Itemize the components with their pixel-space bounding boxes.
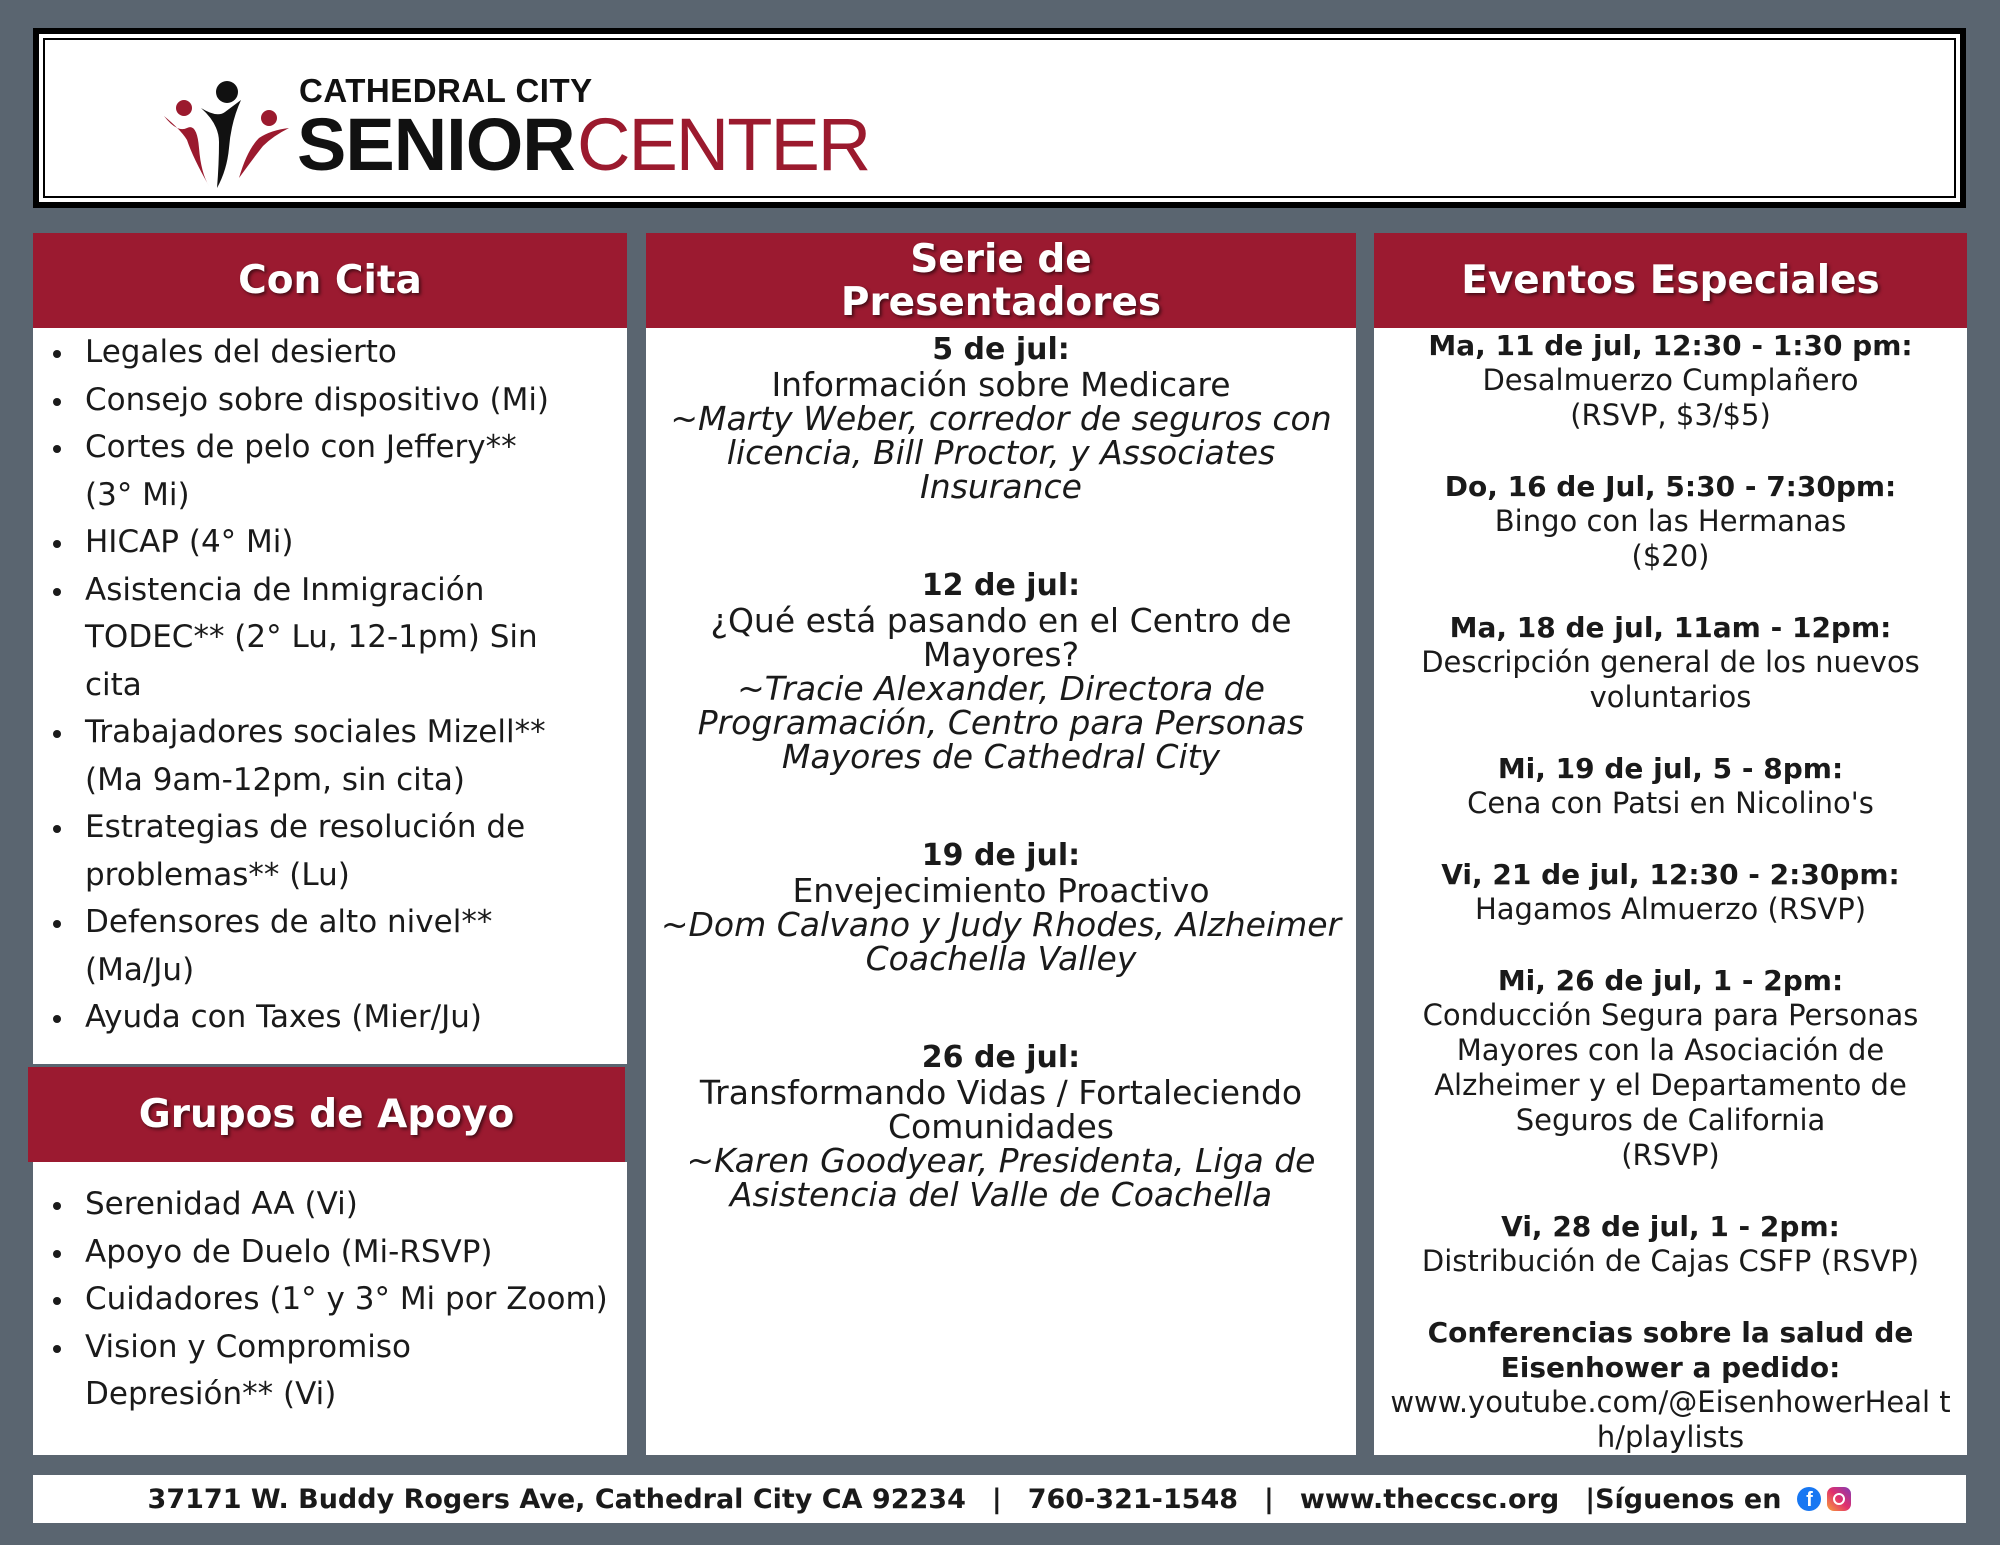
event-what: Cena con Patsi en Nicolino's	[1467, 786, 1874, 820]
list-item: Estrategias de resolución de	[33, 804, 627, 852]
logo-senior-text: SENIOR	[297, 103, 575, 186]
list-item: Ayuda con Taxes (Mier/Ju)	[33, 994, 627, 1042]
logo-city-text: CATHEDRAL CITY	[299, 72, 593, 109]
presentation-date: 5 de jul:	[932, 332, 1070, 367]
event-when: Vi, 21 de jul, 12:30 - 2:30pm:	[1441, 858, 1900, 891]
event-when: Ma, 11 de jul, 12:30 - 1:30 pm:	[1428, 329, 1913, 362]
event-item	[1378, 963, 1963, 1173]
presentation-item	[650, 838, 1352, 976]
eventos-heading	[1374, 233, 1967, 328]
list-item-continuation: (Ma 9am-12pm, sin cita)	[85, 761, 465, 798]
event-extra: ($20)	[1631, 539, 1710, 573]
header-banner	[33, 28, 1966, 208]
footer-separator: |	[1264, 1483, 1274, 1515]
event-what: Conducción Segura para Personas Mayores con la Asociación de Alzheimer y el Departamento de Seguros de California	[1422, 998, 1919, 1137]
event-item	[1378, 610, 1963, 715]
presentation-date: 26 de jul:	[921, 1040, 1081, 1075]
presentation-speaker: ~Karen Goodyear, Presidenta, Liga de Asistencia del Valle de Coachella	[686, 1141, 1316, 1214]
list-item-continuation: TODEC** (2° Lu, 12-1pm) Sin	[85, 619, 538, 655]
facebook-icon[interactable]: f	[1797, 1487, 1821, 1511]
presentation-title: Transformando Vidas / Fortaleciendo Comunidades	[699, 1073, 1303, 1146]
event-what: Descripción general de los nuevos voluntarios	[1421, 645, 1920, 714]
footer-address: 37171 W. Buddy Rogers Ave, Cathedral City CA 92234	[147, 1483, 966, 1515]
serie-title-line1: Serie de	[910, 236, 1092, 282]
grupos-list	[33, 1181, 627, 1419]
presentation-title: ¿Qué está pasando en el Centro de Mayores?	[710, 601, 1292, 674]
event-what: Hagamos Almuerzo (RSVP)	[1474, 892, 1867, 926]
logo-figures-icon	[159, 78, 294, 190]
eisenhower-link[interactable]: www.youtube.com/@EisenhowerHeal th/playlists	[1390, 1385, 1951, 1454]
list-item-continuation: (3° Mi)	[85, 476, 190, 513]
serie-title-line2: Presentadores	[840, 279, 1162, 325]
social-icons	[1797, 1487, 1851, 1511]
list-item: Legales del desierto	[33, 329, 627, 377]
event-when: Vi, 28 de jul, 1 - 2pm:	[1501, 1210, 1840, 1243]
event-when: Mi, 26 de jul, 1 - 2pm:	[1497, 964, 1844, 997]
serie-panel	[646, 328, 1356, 1455]
list-item-continuation: (Ma/Ju)	[85, 951, 195, 988]
list-item: Apoyo de Duelo (Mi-RSVP)	[33, 1229, 627, 1277]
event-extra: (RSVP)	[1621, 1138, 1720, 1172]
footer-separator: |	[991, 1483, 1002, 1515]
con-cita-panel	[33, 328, 627, 1064]
senior-center-logo	[159, 70, 870, 200]
list-item: Asistencia de Inmigración	[33, 567, 627, 615]
event-what: Bingo con las Hermanas	[1494, 504, 1847, 538]
event-item	[1378, 328, 1963, 433]
event-when: Mi, 19 de jul, 5 - 8pm:	[1497, 752, 1844, 785]
list-item: Trabajadores sociales Mizell**	[33, 709, 627, 757]
presentation-speaker: ~Marty Weber, corredor de seguros con licencia, Bill Proctor, y Associates Insurance	[670, 399, 1332, 506]
eventos-panel	[1374, 328, 1967, 1455]
event-item	[1378, 751, 1963, 821]
event-when: Conferencias sobre la salud de Eisenhower a pedido:	[1427, 1316, 1914, 1384]
list-item: Cuidadores (1° y 3° Mi por Zoom)	[33, 1276, 627, 1324]
presentation-item	[650, 332, 1352, 504]
list-item: Cortes de pelo con Jeffery**	[33, 424, 627, 472]
presentation-title: Información sobre Medicare	[771, 365, 1231, 404]
event-extra: (RSVP, $3/$5)	[1570, 398, 1771, 432]
event-item	[1378, 1315, 1963, 1455]
list-item: HICAP (4° Mi)	[33, 519, 627, 567]
list-item: Defensores de alto nivel**	[33, 899, 627, 947]
event-item	[1378, 469, 1963, 574]
event-when: Ma, 18 de jul, 11am - 12pm:	[1449, 611, 1892, 644]
footer-follow-label: |Síguenos en	[1585, 1483, 1782, 1515]
list-item-continuation: problemas** (Lu)	[85, 856, 350, 893]
presentation-date: 12 de jul:	[921, 568, 1081, 603]
footer-website-link[interactable]: www.theccsc.org	[1299, 1483, 1560, 1515]
presentation-item	[650, 568, 1352, 774]
grupos-title: Grupos de Apoyo	[138, 1092, 515, 1137]
con-cita-list	[33, 329, 627, 1042]
footer-bar	[33, 1475, 1966, 1523]
instagram-icon[interactable]	[1827, 1487, 1851, 1511]
con-cita-title: Con Cita	[238, 258, 422, 303]
logo-center-text: CENTER	[577, 103, 870, 186]
list-item: Consejo sobre dispositivo (Mi)	[33, 377, 627, 425]
serie-heading	[646, 233, 1356, 328]
presentation-speaker: ~Dom Calvano y Judy Rhodes, Alzheimer Coachella Valley	[660, 905, 1342, 978]
list-item-continuation: cita	[85, 666, 142, 703]
presentation-date: 19 de jul:	[921, 838, 1081, 873]
event-what: Desalmuerzo Cumplañero	[1482, 363, 1859, 397]
presentation-speaker: ~Tracie Alexander, Directora de Programación, Centro para Personas Mayores de Cathedral City	[697, 669, 1305, 776]
list-item: Serenidad AA (Vi)	[33, 1181, 627, 1229]
list-item: Vision y Compromiso	[33, 1324, 627, 1372]
event-item	[1378, 1209, 1963, 1279]
event-item	[1378, 857, 1963, 927]
event-what: Distribución de Cajas CSFP (RSVP)	[1421, 1244, 1920, 1278]
grupos-panel	[33, 1162, 627, 1455]
con-cita-heading	[33, 233, 627, 328]
list-item-continuation: Depresión** (Vi)	[85, 1376, 337, 1412]
footer-phone[interactable]: 760-321-1548	[1027, 1483, 1239, 1515]
presentation-item	[650, 1040, 1352, 1212]
presentation-title: Envejecimiento Proactivo	[792, 871, 1210, 910]
grupos-heading	[28, 1067, 625, 1162]
eventos-title: Eventos Especiales	[1461, 258, 1880, 303]
event-when: Do, 16 de Jul, 5:30 - 7:30pm:	[1444, 470, 1897, 503]
